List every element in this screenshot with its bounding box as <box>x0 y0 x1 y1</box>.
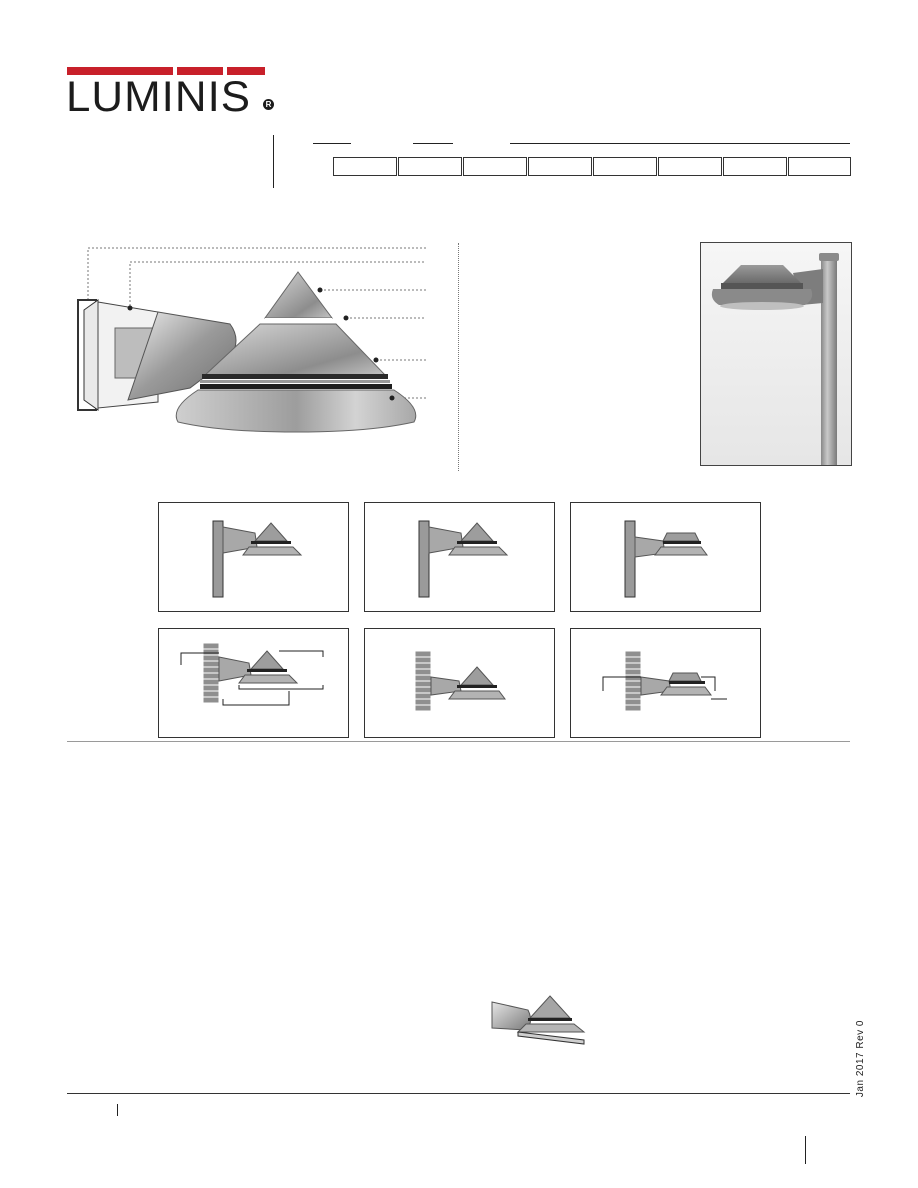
footer-tick-right <box>805 1136 806 1164</box>
order-code-box[interactable] <box>528 157 592 176</box>
footer-tick-left <box>117 1104 118 1116</box>
pole-mount-option-1 <box>158 502 349 612</box>
header-rule-3 <box>510 143 850 144</box>
luminaire-exploded-drawing <box>70 240 440 440</box>
order-code-box[interactable] <box>658 157 722 176</box>
wall-mount-option-3 <box>570 628 761 738</box>
wall-mount-diagram <box>571 629 760 737</box>
pole-mount-diagram <box>365 503 554 611</box>
header-rule-1 <box>313 143 351 144</box>
wall-mount-diagram <box>159 629 348 737</box>
pole-mount-option-3 <box>570 502 761 612</box>
accessory-shield-drawing <box>488 992 590 1048</box>
wall-mount-option-1 <box>158 628 349 738</box>
order-code-box[interactable] <box>333 157 397 176</box>
product-photo <box>700 242 852 466</box>
order-code-box[interactable] <box>723 157 787 176</box>
pole-mount-diagram <box>159 503 348 611</box>
pole-mount-diagram <box>571 503 760 611</box>
section-divider <box>458 243 459 471</box>
order-code-box[interactable] <box>463 157 527 176</box>
luminaire-photo-image <box>701 243 851 465</box>
order-code-box[interactable] <box>593 157 657 176</box>
revision-date: Jan 2017 Rev 0 <box>855 1020 866 1098</box>
order-code-box[interactable] <box>788 157 851 176</box>
wall-mount-diagram <box>365 629 554 737</box>
pole-mount-option-2 <box>364 502 555 612</box>
brand-logo: LUMINIS <box>66 73 252 121</box>
footer-rule <box>67 1093 850 1094</box>
section-rule <box>67 741 850 742</box>
header-divider <box>273 135 274 188</box>
registered-mark: R <box>263 99 274 110</box>
order-code-box[interactable] <box>398 157 462 176</box>
wall-mount-option-2 <box>364 628 555 738</box>
header-rule-2 <box>413 143 453 144</box>
